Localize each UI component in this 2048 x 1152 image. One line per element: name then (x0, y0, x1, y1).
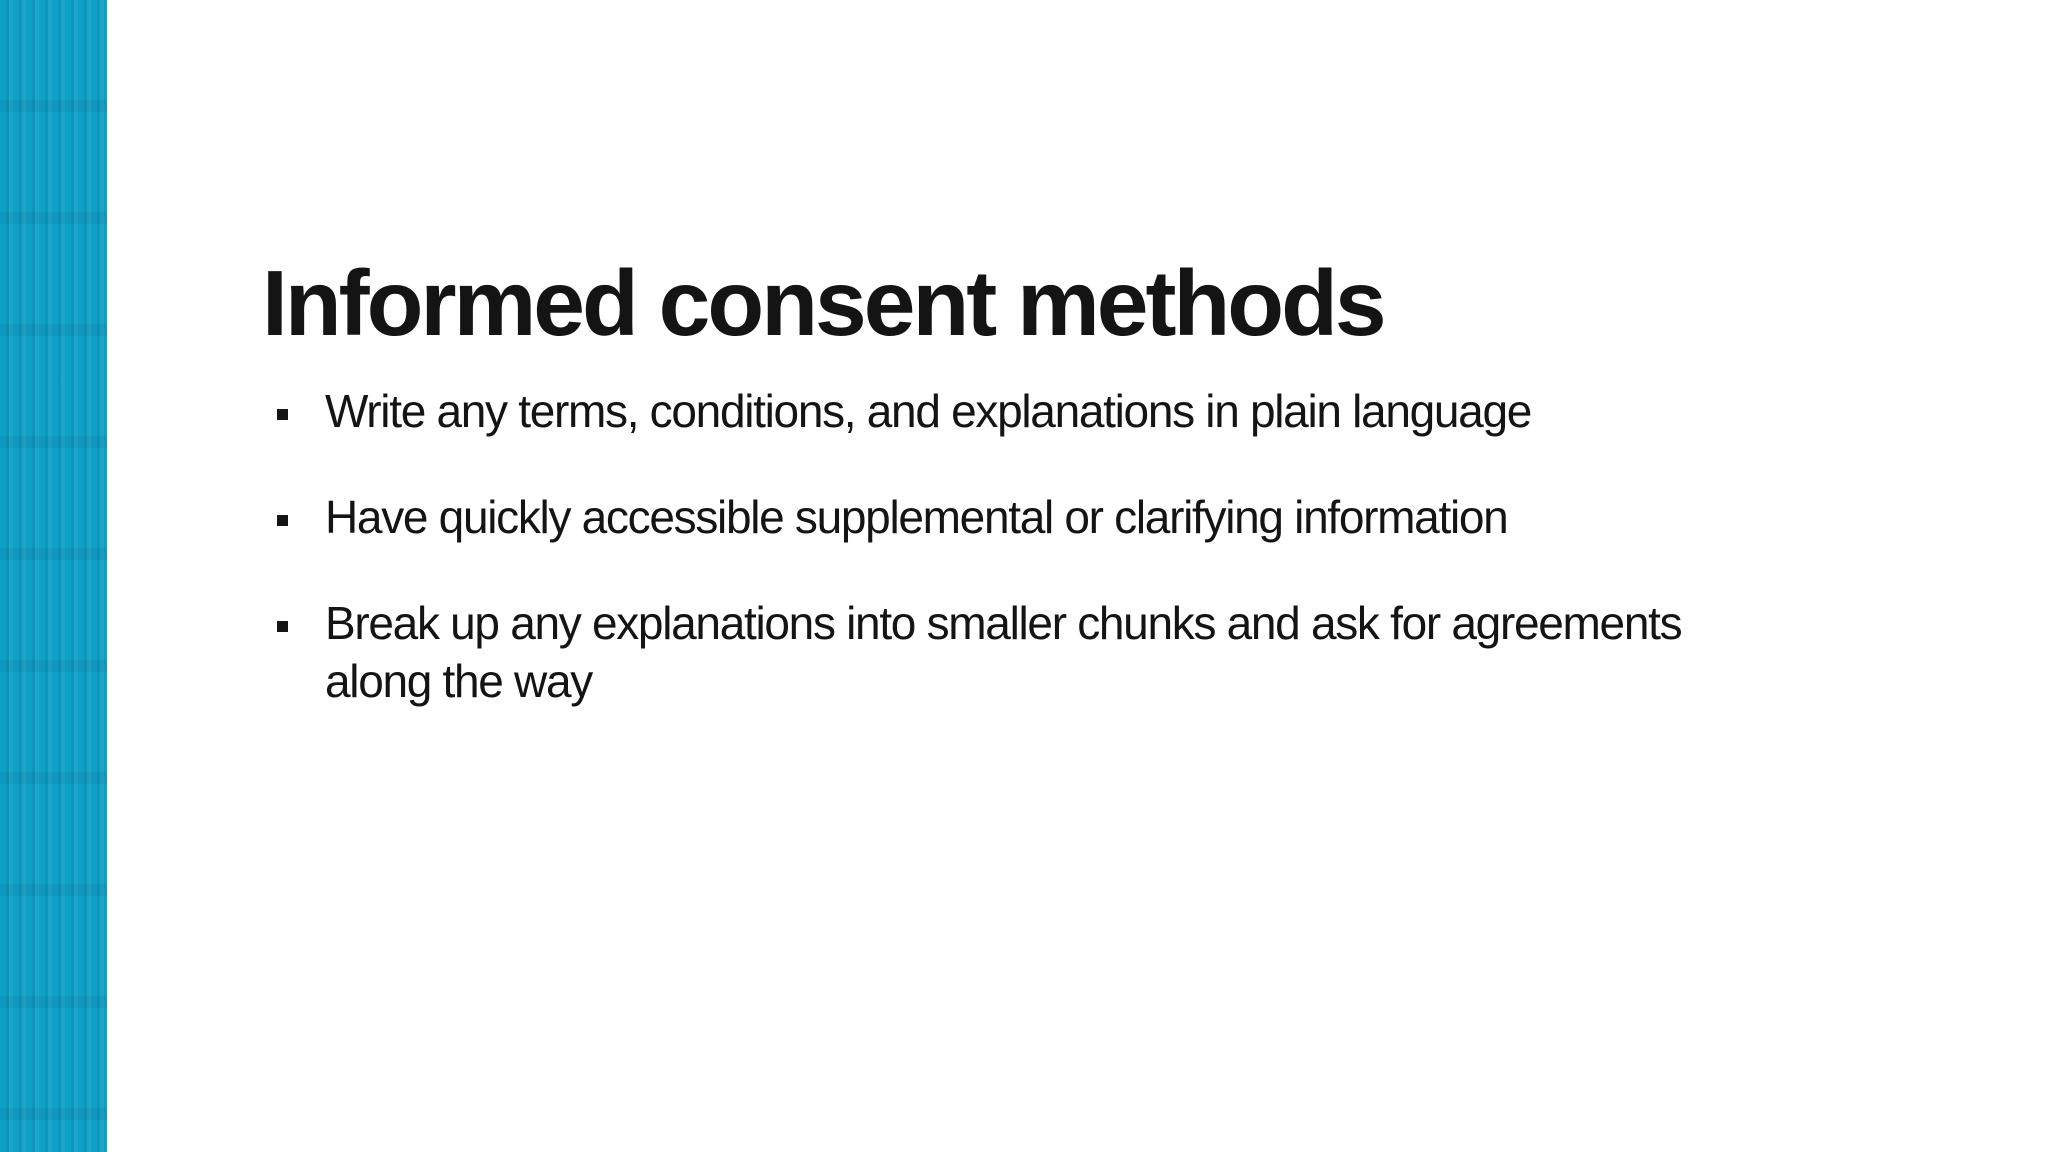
bullet-item (262, 382, 1762, 440)
slide-content (262, 252, 1762, 758)
square-bullet-icon (277, 409, 288, 420)
decorative-side-band (0, 0, 107, 1152)
bullet-text: Break up any explanations into smaller chunks and ask for agreements along the way (325, 597, 1682, 708)
slide-title: Informed consent methods (262, 251, 1384, 355)
bullet-list (262, 382, 1762, 710)
bullet-item (262, 594, 1762, 710)
bullet-item (262, 488, 1762, 546)
square-bullet-icon (277, 621, 288, 632)
square-bullet-icon (277, 515, 288, 526)
bullet-text: Have quickly accessible supplemental or clarifying information (325, 491, 1508, 544)
bullet-text: Write any terms, conditions, and explanations in plain language (325, 385, 1532, 438)
